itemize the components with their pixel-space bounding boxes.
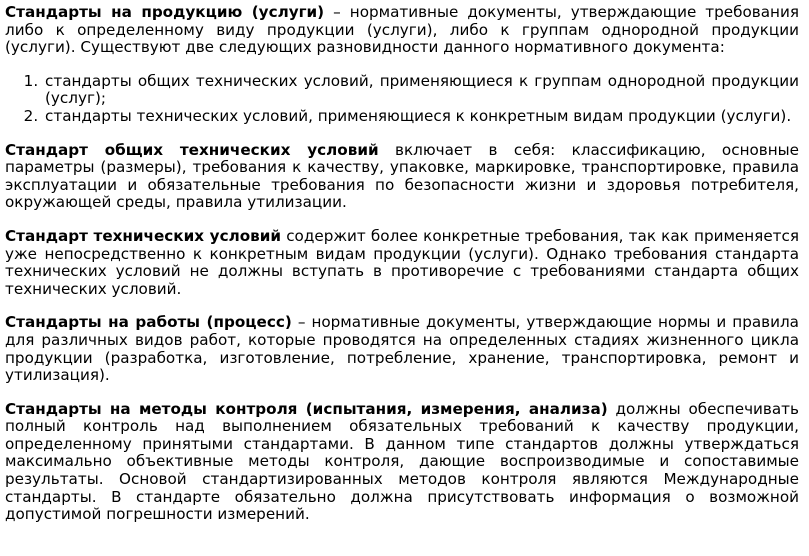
standards-types-list	[5, 73, 799, 126]
list-item: 1. стандарты общих технических условий, применяющиеся к группам однородной продукции (услуг);	[43, 73, 799, 108]
paragraph-tech-conditions	[5, 228, 799, 298]
term-control-methods: Стандарты на методы контроля (испытания, измерения, анализа)	[5, 399, 608, 418]
document-body	[5, 4, 799, 540]
term-product-standards: Стандарты на продукцию (услуги)	[5, 3, 325, 21]
term-work-standards: Стандарты на работы (процесс)	[5, 313, 292, 332]
text-control-methods: должны обеспечивать полный контроль над выполнением обязательных требований к качеству продукции, определенному принятыми стандартами. В данном типе стандартов должны утверждаться максимально объективные методы контроля, дающие воспроизводимые и сопоставимые результаты. Основой стандартизированных методов контроля являются Международные стандарты. В стандарте обязательно должна присутствовать информация о возможной допустимой погрешности измерений.	[5, 399, 799, 524]
list-item: 2. стандарты технических условий, применяющиеся к конкретным видам продукции (услуги).	[43, 108, 799, 126]
term-tech-conditions: Стандарт технических условий	[5, 226, 282, 245]
text-tech-conditions: содержит более конкретные требования, так как применяется уже непосредственно к конкретным видам продукции (услуги). Однако требования стандарта технических условий не должны вступать в противоречие с требованиями стандарта общих технических условий.	[5, 226, 800, 298]
paragraph-control-methods	[5, 401, 799, 524]
paragraph-general-tech-conditions	[5, 142, 799, 212]
paragraph-work-standards	[5, 314, 799, 384]
text-work-standards: – нормативные документы, утверждающие нормы и правила для различных видов работ, которые проводятся на определенных стадиях жизненного цикла продукции (разработка, изготовление, потребление, хранение, транспортировка, ремонт и утилизация).	[5, 313, 799, 385]
text-general-tech-conditions: включает в себя: классификацию, основные параметры (размеры), требования к качеству, упаковке, маркировке, транспортировке, правила эксплуатации и обязательные требования по безопасности жизни и здоровья потребителя, окружающей среды, правила утилизации.	[5, 140, 800, 212]
paragraph-product-standards	[5, 4, 799, 57]
text-product-standards: – нормативные документы, утверждающие требования либо к определенному виду продукции (услуги), либо к группам однородной продукции (услуги). Существуют две следующих разновидности данного нормативного документа:	[5, 3, 799, 57]
term-general-tech-conditions: Стандарт общих технических условий	[5, 140, 379, 159]
